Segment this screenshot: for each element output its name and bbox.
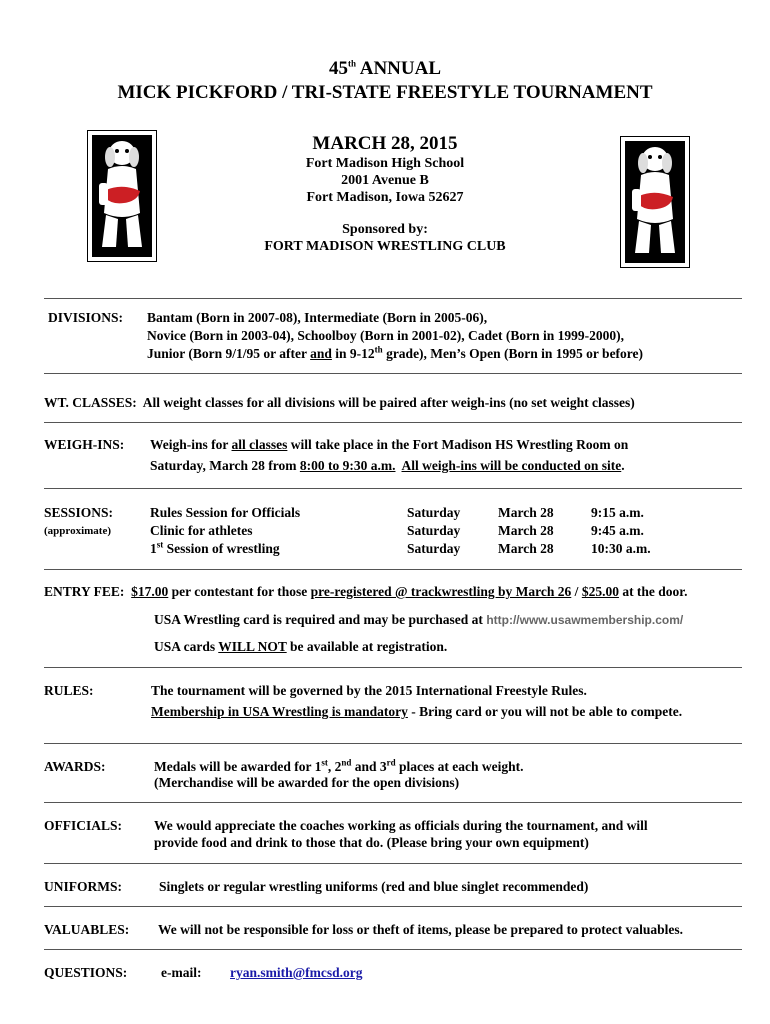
officials-line-2: provide food and drink to those that do. (Please bring your own equipment) xyxy=(154,835,589,850)
divider xyxy=(44,743,742,744)
sponsored-label: Sponsored by: xyxy=(342,222,428,237)
session-date: March 28 xyxy=(498,505,554,520)
session-name: Clinic for athletes xyxy=(150,523,253,538)
divisions-line-2: Novice (Born in 2003-04), Schoolboy (Born in 2001-02), Cadet (Born in 1999-2000), xyxy=(147,328,624,343)
session-name: Rules Session for Officials xyxy=(150,505,301,520)
divider xyxy=(44,863,742,864)
divider xyxy=(44,298,742,299)
membership-link[interactable]: http://www.usawmembership.com/ xyxy=(486,613,684,627)
event-date: MARCH 28, 2015 xyxy=(312,133,458,154)
divider xyxy=(44,802,742,803)
sessions-sublabel: (approximate) xyxy=(44,525,112,537)
officials-line-1: We would appreciate the coaches working as officials during the tournament, and will xyxy=(154,818,648,833)
wt-classes-row xyxy=(44,395,635,411)
valuables-label: VALUABLES: xyxy=(44,922,130,937)
wt-classes-label: WT. CLASSES: xyxy=(44,395,137,410)
divisions-line-3: Junior (Born 9/1/95 or after and in 9-12th grade), Men’s Open (Born in 1995 or before) xyxy=(147,344,644,361)
usa-card-line: USA Wrestling card is required and may be purchased at http://www.usawmembership.com/ xyxy=(154,612,684,627)
divisions-line-1: Bantam (Born in 2007-08), Intermediate (Born in 2005-06), xyxy=(147,310,488,325)
session-name: 1st Session of wrestling xyxy=(150,539,280,556)
weigh-ins-line-2: Saturday, March 28 from 8:00 to 9:30 a.m. All weigh-ins will be conducted on site. xyxy=(150,458,625,473)
session-day: Saturday xyxy=(407,505,461,520)
sponsor-name: FORT MADISON WRESTLING CLUB xyxy=(264,239,506,254)
sessions-label: SESSIONS: xyxy=(44,505,114,520)
divider xyxy=(44,906,742,907)
email-label: e-mail: xyxy=(161,965,202,980)
session-day: Saturday xyxy=(407,541,461,556)
contact-email-link[interactable]: ryan.smith@fmcsd.org xyxy=(230,965,363,980)
session-time: 10:30 a.m. xyxy=(591,541,651,556)
rules-line-1: The tournament will be governed by the 2015 International Freestyle Rules. xyxy=(151,683,587,698)
venue-city: Fort Madison, Iowa 52627 xyxy=(306,190,464,205)
rules-line-2: Membership in USA Wrestling is mandatory - Bring card or you will not be able to compete. xyxy=(151,704,683,719)
entry-fee-label: ENTRY FEE: xyxy=(44,584,125,599)
valuables-text: We will not be responsible for loss or theft of items, please be prepared to protect valuables. xyxy=(158,922,683,937)
tournament-title: MICK PICKFORD / TRI-STATE FREESTYLE TOURNAMENT xyxy=(117,82,653,103)
session-time: 9:15 a.m. xyxy=(591,505,644,520)
uniforms-label: UNIFORMS: xyxy=(44,879,122,894)
edition-heading: 45th ANNUAL xyxy=(329,58,441,79)
session-day: Saturday xyxy=(407,523,461,538)
uniforms-text: Singlets or regular wrestling uniforms (red and blue singlet recommended) xyxy=(159,879,589,894)
session-date: March 28 xyxy=(498,523,554,538)
awards-line-1: Medals will be awarded for 1st, 2nd and 3rd places at each weight. xyxy=(154,757,524,774)
divisions-label: DIVISIONS: xyxy=(48,310,124,325)
divider xyxy=(44,488,742,489)
venue-street: 2001 Avenue B xyxy=(341,173,429,188)
divider xyxy=(44,569,742,570)
weigh-ins-line-1: Weigh-ins for all classes will take place in the Fort Madison HS Wrestling Room on xyxy=(150,437,629,452)
officials-label: OFFICIALS: xyxy=(44,818,123,833)
session-time: 9:45 a.m. xyxy=(591,523,644,538)
entry-fee-line: ENTRY FEE: $17.00 per contestant for those pre-registered @ trackwrestling by March 26 / $25.00 at the door. xyxy=(44,584,688,599)
bulldog-mascot-icon xyxy=(92,135,152,257)
rules-label: RULES: xyxy=(44,683,94,698)
wt-classes-text: All weight classes for all divisions will be paired after weigh-ins (no set weight classes) xyxy=(142,395,635,410)
divider xyxy=(44,667,742,668)
awards-line-2: (Merchandise will be awarded for the open divisions) xyxy=(154,775,460,790)
session-date: March 28 xyxy=(498,541,554,556)
venue-name: Fort Madison High School xyxy=(305,156,465,171)
divider xyxy=(44,949,742,950)
divider xyxy=(44,422,742,423)
questions-label: QUESTIONS: xyxy=(44,965,128,980)
bulldog-logo-left xyxy=(87,130,157,262)
weigh-ins-label: WEIGH-INS: xyxy=(44,437,125,452)
usa-cards-note: USA cards WILL NOT be available at registration. xyxy=(154,639,448,654)
awards-label: AWARDS: xyxy=(44,759,106,774)
bulldog-mascot-icon xyxy=(625,141,685,263)
bulldog-logo-right xyxy=(620,136,690,268)
divider xyxy=(44,373,742,374)
